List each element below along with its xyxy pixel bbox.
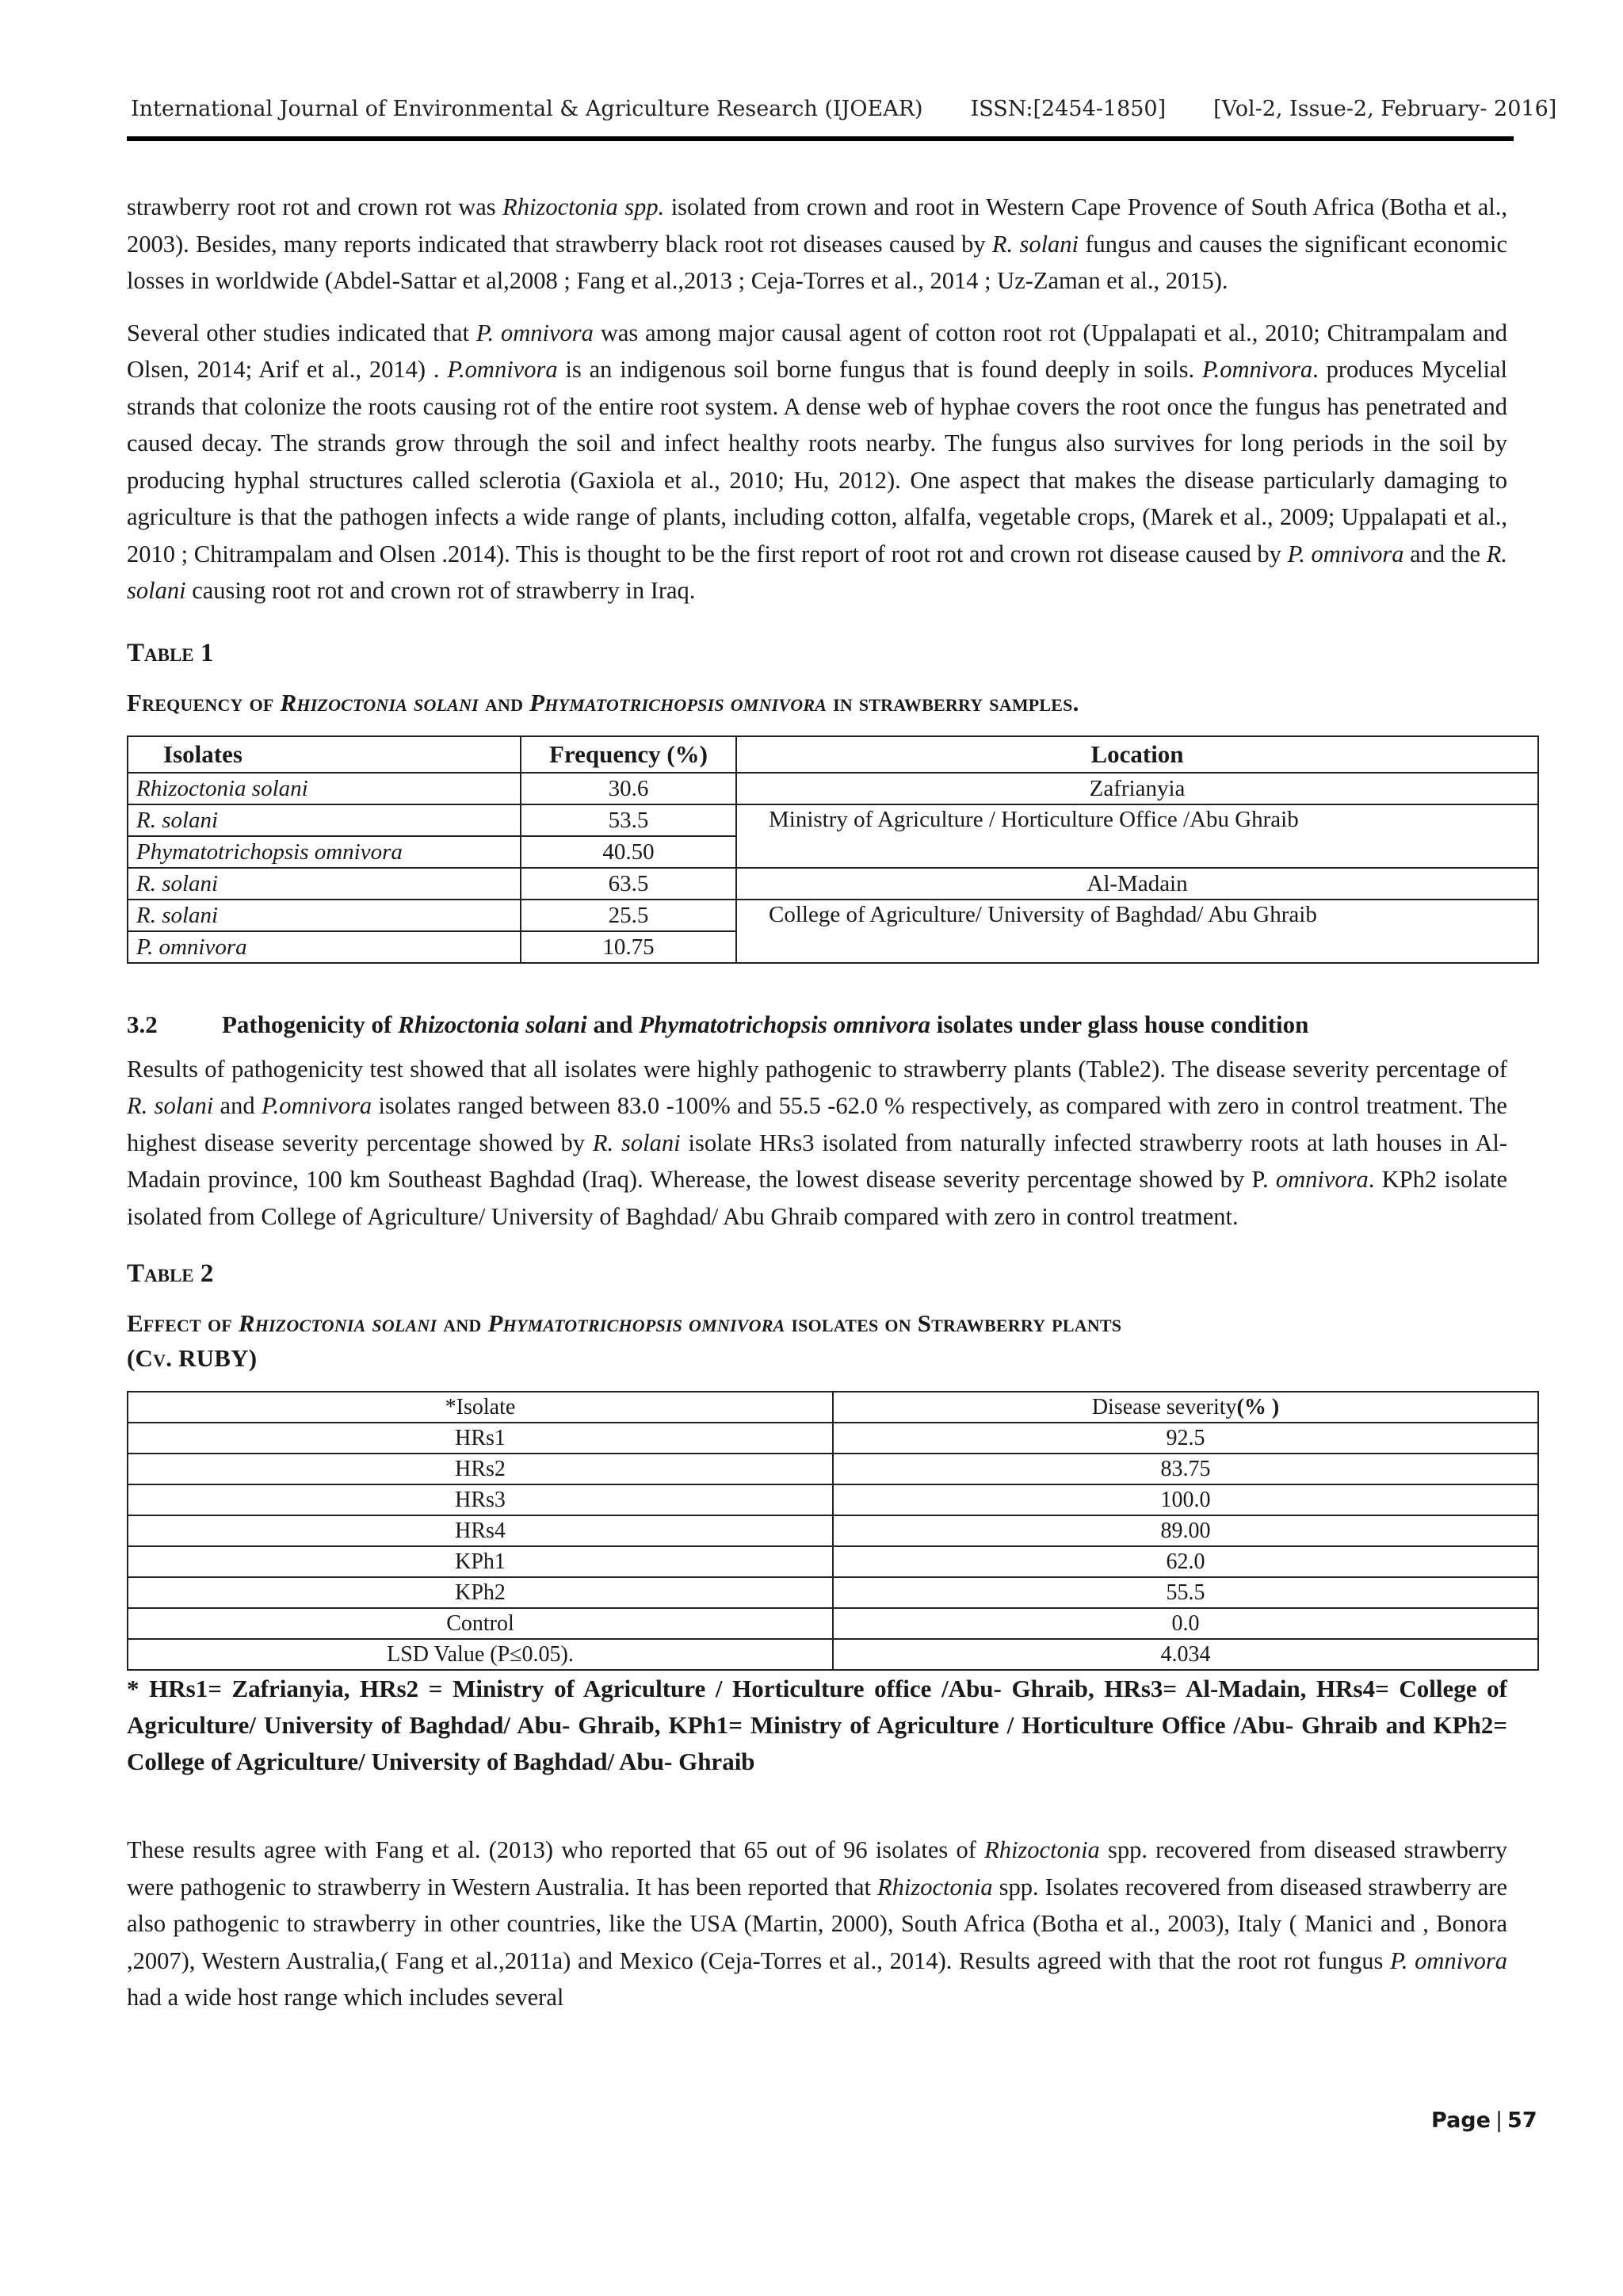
table-2-title: Effect of Rhizoctonia solani and Phymatotrichopsis omnivora isolates on Strawberry plants (Cv. RUBY) (127, 1309, 1122, 1372)
isolate-cell: HRs3 (128, 1484, 833, 1515)
table-row (128, 1639, 1538, 1670)
table-header-row (128, 736, 1538, 773)
journal-title: International Journal of Environmental & Agriculture Research (IJOEAR) (131, 97, 923, 121)
isolate-cell: Control (128, 1608, 833, 1639)
section-heading: 3.2 Pathogenicity of Rhizoctonia solani and Phymatotrichopsis omnivora isolates under glass house condition (127, 1007, 1507, 1043)
text-run: strawberry root rot and crown rot was (127, 193, 503, 220)
text-run: and the (1403, 540, 1487, 567)
journal-issn: ISSN:[2454-1850] (970, 97, 1167, 121)
table-row (128, 931, 1538, 963)
species-name: R. solani (127, 540, 1507, 604)
text-run: Results of pathogenicity test showed that all isolates were highly pathogenic to strawberry plants (Table2). The disease severity percentage of (127, 1055, 1507, 1083)
table-row (128, 868, 1538, 900)
isolate-cell: P. omnivora (128, 931, 521, 963)
isolate-cell: Rhizoctonia solani (128, 773, 521, 804)
column-header-frequency: Frequency (%) (521, 736, 736, 773)
location-cell-continued (736, 931, 1538, 963)
text-run: Several other studies indicated that (127, 319, 476, 346)
isolate-cell: KPh2 (128, 1577, 833, 1608)
paragraph-2 (127, 315, 1507, 609)
isolate-cell: Phymatotrichopsis omnivora (128, 836, 521, 868)
text-run: spp. Isolates recovered from diseased strawberry are also pathogenic to strawberry in other countries, like the USA (Martin, 2000), South Africa (Botha et al., 2003), Italy ( Manici and , Bonora ,2007), Western Australia,( Fang et al.,2011a) and Mexico (Ceja-Torres et al., 2014). Results agreed with that the root rot fungus (127, 1873, 1508, 1974)
severity-cell: 92.5 (833, 1423, 1538, 1454)
frequency-cell: 25.5 (521, 900, 736, 931)
isolate-cell: HRs1 (128, 1423, 833, 1454)
species-name: R. solani (592, 1129, 681, 1156)
severity-cell: 83.75 (833, 1454, 1538, 1484)
table-row (128, 1515, 1538, 1546)
text-run: . KPh2 isolate isolated from College of Agriculture/ University of Baghdad/ Abu Ghraib compared with zero in control treatment. (127, 1166, 1508, 1230)
cultivar-label: (Cv. RUBY) (127, 1344, 258, 1372)
severity-cell: 89.00 (833, 1515, 1538, 1546)
text-run: fungus and causes the significant economic losses in worldwide (Abdel-Sattar et al,2008 ; Fang et al.,2013 ; Ceja-Torres et al., 2014 ; Uz-Zaman et al., 2015). (127, 230, 1508, 294)
frequency-cell: 30.6 (521, 773, 736, 804)
table-row (128, 1577, 1538, 1608)
page-label: Page (1431, 2108, 1491, 2133)
text-run: These results agree with Fang et al. (2013) who reported that 65 out of 96 isolates of (127, 1836, 985, 1863)
text-run: isolate HRs3 isolated from naturally infected strawberry roots at lath houses in Al-Madain province, 100 km Southeast Baghdad (Iraq). Wherease, the lowest disease severity percentage showed by P. (127, 1129, 1508, 1193)
isolate-cell: R. solani (128, 868, 521, 900)
page-number-value: 57 (1507, 2108, 1537, 2133)
table-row (128, 1454, 1538, 1484)
table-2-footnote: * HRs1= Zafrianyia, HRs2 = Ministry of Agriculture / Horticulture office /Abu- Ghraib, HRs3= Al-Madain, HRs4= College of Agriculture/ University of Baghdad/ Abu- Ghraib, KPh1= Ministry of Agriculture / Horticulture Office /Abu- Ghraib and KPh2= College of Agriculture/ University of Baghdad/ Abu- Ghraib (127, 1675, 1507, 1775)
table-row (128, 1423, 1538, 1454)
species-name: omnivora (1275, 1166, 1369, 1193)
location-cell: Zafrianyia (736, 773, 1538, 804)
species-name: P. omnivora (475, 319, 594, 346)
table-row (128, 1546, 1538, 1577)
page-body (127, 189, 1507, 2016)
table-row (128, 773, 1538, 804)
table-2-label: Table 2 (127, 1259, 214, 1288)
text-run: . produces Mycelial strands that colonize the roots causing rot of the entire root system. A dense web of hyphae covers the root once the fungus has penetrated and caused decay. The strands grow through the soil and infect healthy roots nearby. The fungus also survives for long periods in the soil by producing hyphal structures called sclerotia (Gaxiola et al., 2010; Hu, 2012). One aspect that makes the disease particularly damaging to agriculture is that the pathogen infects a wide range of plants, including cotton, alfalfa, vegetable crops, (Marek et al., 2009; Uppalapati et al., 2010 ; Chitrampalam and Olsen .2014). This is thought to be the first report of root rot and crown rot disease caused by (127, 356, 1507, 567)
species-name: P. omnivora (1287, 540, 1404, 567)
isolate-cell: HRs2 (128, 1454, 833, 1484)
paragraph-4 (127, 1832, 1507, 2016)
species-name: P. omnivora (1390, 1946, 1507, 1974)
page-separator: | (1495, 2108, 1503, 2133)
isolate-cell: KPh1 (128, 1546, 833, 1577)
column-header-location: Location (736, 736, 1538, 773)
table-row (128, 836, 1538, 868)
table-1-title: Frequency of Rhizoctonia solani and Phymatotrichopsis omnivora in strawberry samples. (127, 688, 1079, 716)
species-name: R. solani (127, 1092, 214, 1119)
table-1-label: Table 1 (127, 638, 214, 667)
species-name: Rhizoctonia spp. (502, 193, 665, 220)
text-run: was among major causal agent of cotton root rot (Uppalapati et al., 2010; Chitrampalam and Olsen, 2014; Arif et al., 2014) . (127, 319, 1507, 383)
paragraph-3 (127, 1051, 1507, 1236)
text-run: isolated from crown and root in Western Cape Provence of South Africa (Botha et al., 2003). Besides, many reports indicated that strawberry black root rot diseases caused by (127, 193, 1507, 258)
table-row (128, 1608, 1538, 1639)
severity-cell: 4.034 (833, 1639, 1538, 1670)
location-cell-continued (736, 836, 1538, 868)
species-name: P.omnivora (1201, 356, 1313, 383)
text-run: causing root rot and crown rot of strawberry in Iraq. (185, 577, 696, 604)
severity-cell: 62.0 (833, 1546, 1538, 1577)
location-cell: College of Agriculture/ University of Baghdad/ Abu Ghraib (736, 900, 1538, 931)
journal-volume: [Vol-2, Issue-2, February- 2016] (1213, 97, 1557, 121)
frequency-cell: 40.50 (521, 836, 736, 868)
table-row (128, 1484, 1538, 1515)
running-header (131, 97, 1557, 121)
text-run: isolates ranged between 83.0 -100% and 55.5 -62.0 % respectively, as compared with zero in control treatment. The highest disease severity percentage showed by (127, 1092, 1507, 1156)
location-cell: Ministry of Agriculture / Horticulture Office /Abu Ghraib (736, 804, 1538, 836)
location-cell: Al-Madain (736, 868, 1538, 900)
section-number: 3.2 (127, 1010, 158, 1038)
isolate-cell: LSD Value (P≤0.05). (128, 1639, 833, 1670)
frequency-cell: 10.75 (521, 931, 736, 963)
isolate-cell: HRs4 (128, 1515, 833, 1546)
text-run: had a wide host range which includes several (127, 1984, 564, 2011)
species-name: P.omnivora (447, 356, 558, 383)
frequency-cell: 53.5 (521, 804, 736, 836)
frequency-cell: 63.5 (521, 868, 736, 900)
paragraph-1 (127, 189, 1507, 300)
table-header-row (128, 1392, 1538, 1423)
column-header-isolate: *Isolate (128, 1392, 833, 1423)
disease-severity-table (127, 1391, 1539, 1671)
text-run: is an indigenous soil borne fungus that is found deeply in soils. (557, 356, 1202, 383)
severity-cell: 55.5 (833, 1577, 1538, 1608)
column-header-severity: Disease severity(% ) (833, 1392, 1538, 1423)
table-row (128, 804, 1538, 836)
text-run: and (213, 1092, 262, 1119)
table-row (128, 900, 1538, 931)
genus-name: Rhizoctonia (876, 1873, 993, 1901)
column-header-isolates: Isolates (128, 736, 521, 773)
frequency-table (127, 735, 1539, 964)
page-number (1431, 2108, 1537, 2133)
genus-name: Rhizoctonia (984, 1836, 1100, 1863)
severity-cell: 100.0 (833, 1484, 1538, 1515)
severity-cell: 0.0 (833, 1608, 1538, 1639)
species-name: P.omnivora (261, 1092, 372, 1119)
isolate-cell: R. solani (128, 900, 521, 931)
species-name: R. solani (991, 230, 1079, 258)
isolate-cell: R. solani (128, 804, 521, 836)
header-divider (127, 136, 1514, 141)
text-run: spp. recovered from diseased strawberry were pathogenic to strawberry in Western Australia. It has been reported that (127, 1836, 1507, 1901)
